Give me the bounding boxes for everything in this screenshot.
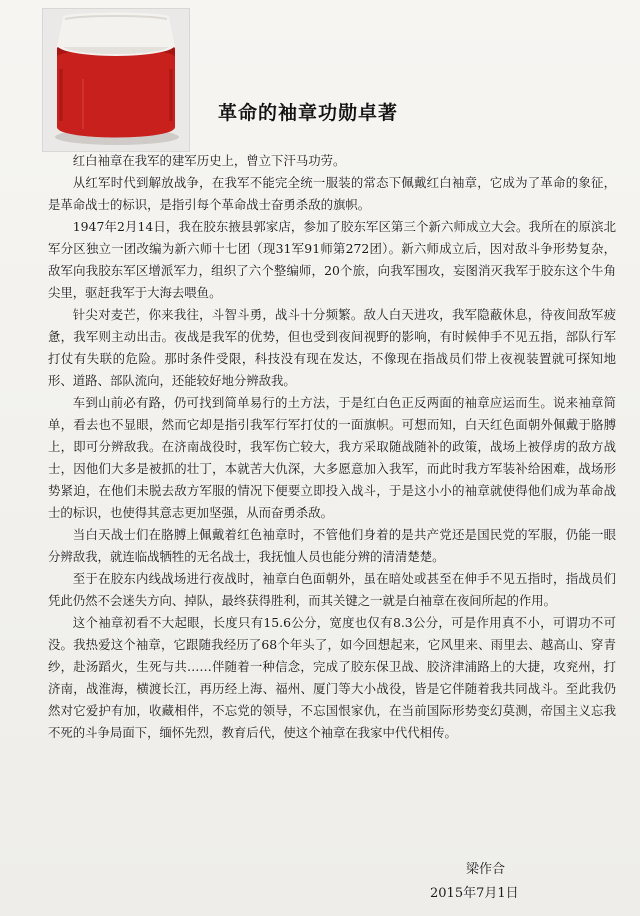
author-signature: 梁作合 bbox=[466, 862, 506, 877]
paragraph: 至于在胶东内线战场进行夜战时，袖章白色面朝外，虽在暗处或甚至在伸手不见五指时，指战员们凭此仍然不会迷失方向、掉队，最终获得胜利，而其关键之一就是白袖章在夜间所起的作用。 bbox=[48, 571, 616, 608]
paragraph: 红白袖章在我军的建军历史上，曾立下汗马功劳。 bbox=[72, 153, 346, 168]
armband-photo bbox=[42, 8, 190, 152]
armband-illustration bbox=[43, 9, 189, 151]
paragraph: 从红军时代到解放战争，在我军不能完全统一服装的常态下佩戴红白袖章，它成为了革命的象征，是革命战士的标识，是指引每个革命战士奋勇杀敌的旗帜。 bbox=[48, 175, 616, 212]
paragraph: 针尖对麦芒，你来我往，斗智斗勇，战斗十分频繁。敌人白天进攻，我军隐蔽休息，待夜间敌军疲惫，我军则主动出击。夜战是我军的优势，但也受到夜间视野的影响，有时候伸手不见五指，部队行军打仗有失联的危险。那时条件受限，科技没有现在发达，不像现在指战员们带上夜视装置就可探知地形、道路、部队流向，还能较好地分辨敌我。 bbox=[48, 307, 616, 388]
signature-date: 2015年7月1日 bbox=[430, 886, 519, 901]
paragraph: 当白天战士们在胳膊上佩戴着红色袖章时，不管他们身着的是共产党还是国民党的军服，仍能一眼分辨敌我，就连临战牺牲的无名战士，我抚恤人员也能分辨的清清楚楚。 bbox=[48, 527, 616, 564]
article-title: 革命的袖章功勋卓著 bbox=[218, 102, 399, 124]
paragraph: 车到山前必有路，仍可找到简单易行的土方法，于是红白色正反两面的袖章应运而生。说来袖章简单，看去也不显眼，然而它却是指引我军行军打仗的一面旗帜。可想而知，白天红色面朝外佩戴于胳膊上，即可分辨敌我。在济南战役时，我军伤亡较大，我方采取随战随补的政策，战场上被俘虏的敌方战士，因他们大多是被抓的壮丁，本就苦大仇深，大多愿意加入我军，而此时我方军装补给困难，战场形势紧迫，在他们未脱去敌方军服的情况下便要立即投入战斗，于是这小小的袖章就使得他们成为革命战士的标识，也使得其意志更加坚强，从而奋勇杀敌。 bbox=[48, 395, 616, 520]
paragraph: 1947年2月14日，我在胶东掖县郭家店，参加了胶东军区第三个新六师成立大会。我所在的原滨北军分区独立一团改编为新六师十七团（现31军91师第272团）。新六师成立后，因对敌斗争形势复杂，敌军向我胶东军区增派军力，组织了六个整编师，20个旅，向我军围攻，妄图消灭我军于胶东这个牛角尖里，驱赶我军于大海去喂鱼。 bbox=[48, 219, 616, 300]
article-body bbox=[48, 150, 616, 744]
paragraph: 这个袖章初看不大起眼，长度只有15.6公分，宽度也仅有8.3公分，可是作用真不小，可谓功不可没。我热爱这个袖章，它跟随我经历了68个年头了，如今回想起来，它风里来、雨里去、越高山、穿青纱，赴汤蹈火，生死与共……伴随着一种信念，完成了胶东保卫战、胶济津浦路上的大捷，攻兖州，打济南，战淮海，横渡长江，再历经上海、福州、厦门等大小战役，皆是它伴随着我共同战斗。至此我仍然对它爱护有加，收藏相伴，不忘党的领导，不忘国恨家仇，在当前国际形势变幻莫测，帝国主义忘我不死的斗争局面下，缅怀先烈，教育后代，使这个袖章在我家中代代相传。 bbox=[48, 615, 616, 740]
